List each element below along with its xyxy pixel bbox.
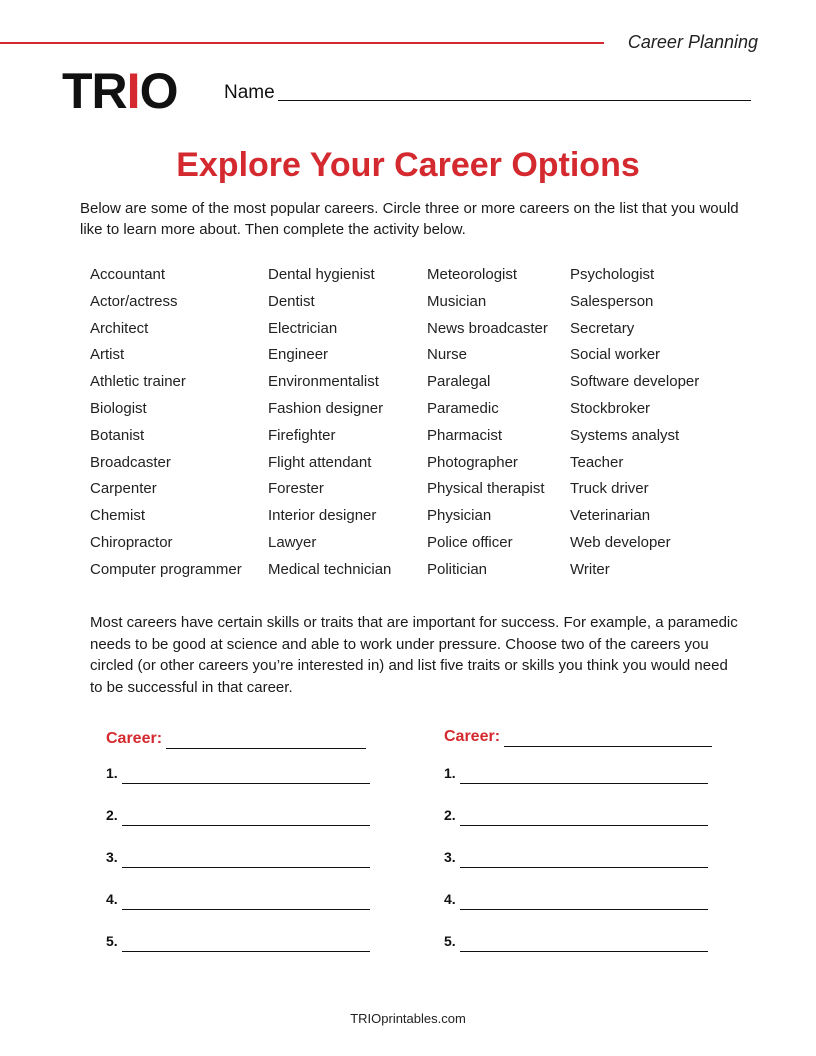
- career-label: Career:: [106, 730, 163, 747]
- career-item: Fashion designer: [268, 399, 384, 417]
- logo-part-3: O: [139, 63, 178, 119]
- trait-line-item[interactable]: [106, 807, 376, 849]
- career-input-line[interactable]: [166, 748, 366, 749]
- career-column-1: [90, 262, 242, 584]
- header-rule: [0, 42, 604, 44]
- career-item: Musician: [427, 292, 487, 310]
- intro-text: Below are some of the most popular careers. Circle three or more careers on the list that you would like to learn more about. Then complete the activity below.: [80, 200, 739, 238]
- career-item: Forester: [268, 480, 324, 498]
- career-item: Accountant: [90, 266, 166, 283]
- career-item: Systems analyst: [570, 426, 680, 444]
- career-item: Photographer: [427, 453, 518, 471]
- career-item: Environmentalist: [268, 373, 379, 391]
- trait-number: 4.: [444, 891, 456, 907]
- trait-number: 1.: [444, 765, 456, 781]
- career-item: Politician: [427, 560, 488, 578]
- career-item: Interior designer: [268, 507, 377, 525]
- category-label: Career Planning: [627, 32, 758, 52]
- career-item: Web developer: [570, 533, 671, 551]
- career-item: Psychologist: [570, 266, 655, 283]
- career-label: Career:: [444, 728, 501, 745]
- footer-url[interactable]: TRIOprintables.com: [350, 1011, 466, 1026]
- trait-line-item[interactable]: [106, 765, 376, 807]
- career-item: Athletic trainer: [90, 373, 186, 391]
- career-item: Chemist: [90, 507, 146, 525]
- career-form-right: [444, 726, 714, 949]
- career-item: Social worker: [570, 346, 661, 364]
- career-column-2: [268, 262, 391, 584]
- career-item: Electrician: [268, 319, 338, 337]
- career-item: Software developer: [570, 373, 700, 391]
- career-item: Chiropractor: [90, 533, 173, 551]
- trait-list: [444, 765, 714, 975]
- career-item: Flight attendant: [268, 453, 372, 471]
- career-item: Artist: [90, 346, 125, 364]
- trait-number: 3.: [106, 849, 118, 865]
- trait-number: 3.: [444, 849, 456, 865]
- career-item: Pharmacist: [427, 426, 503, 444]
- career-item: Dentist: [268, 292, 315, 310]
- trait-input-line[interactable]: [460, 825, 708, 826]
- career-input-line[interactable]: [504, 746, 712, 747]
- trait-line-item[interactable]: [444, 933, 714, 975]
- career-item: Salesperson: [570, 292, 654, 310]
- career-item: Actor/actress: [90, 292, 178, 310]
- trait-input-line[interactable]: [460, 909, 708, 910]
- logo-part-2: I: [126, 63, 140, 119]
- career-item: Carpenter: [90, 480, 157, 498]
- skills-instructions: Most careers have certain skills or traits that are important for success. For example, a paramedic needs to be good at science and able to work under pressure. Choose two of the careers you circled (or other careers you’re interested in) and list five traits or skills you think you would need to be successful in that career.: [90, 614, 738, 696]
- trait-line-item[interactable]: [106, 849, 376, 891]
- name-label: Name: [224, 82, 275, 103]
- trait-number: 1.: [106, 765, 118, 781]
- career-item: Firefighter: [268, 426, 336, 444]
- trait-line-item[interactable]: [444, 807, 714, 849]
- career-item: Botanist: [90, 426, 145, 444]
- career-item: Lawyer: [268, 533, 317, 551]
- career-item: Dental hygienist: [268, 266, 375, 283]
- career-item: Broadcaster: [90, 453, 171, 471]
- trait-number: 4.: [106, 891, 118, 907]
- career-item: Architect: [90, 319, 149, 337]
- career-item: Paramedic: [427, 399, 499, 417]
- career-item: Computer programmer: [90, 560, 242, 578]
- trait-list: [106, 765, 376, 975]
- career-item: Veterinarian: [570, 507, 651, 525]
- trait-input-line[interactable]: [460, 951, 708, 952]
- trait-input-line[interactable]: [460, 867, 708, 868]
- trait-line-item[interactable]: [444, 765, 714, 807]
- career-item: Nurse: [427, 346, 468, 364]
- career-item: Secretary: [570, 319, 635, 337]
- career-form-left: [106, 728, 376, 949]
- logo-part-1: TR: [62, 63, 127, 119]
- trait-input-line[interactable]: [122, 783, 370, 784]
- trait-input-line[interactable]: [460, 783, 708, 784]
- career-column-4: [570, 262, 699, 584]
- page-title: Explore Your Career Options: [176, 146, 640, 184]
- trait-line-item[interactable]: [106, 891, 376, 933]
- name-field-line[interactable]: [278, 100, 751, 101]
- career-item: Police officer: [427, 533, 513, 551]
- trait-input-line[interactable]: [122, 909, 370, 910]
- career-item: Physician: [427, 507, 492, 525]
- career-item: Physical therapist: [427, 480, 545, 498]
- career-item: News broadcaster: [427, 319, 548, 337]
- career-column-3: [427, 262, 548, 584]
- trait-number: 2.: [444, 807, 456, 823]
- career-item: Meteorologist: [427, 266, 518, 283]
- trait-number: 2.: [106, 807, 118, 823]
- trait-number: 5.: [106, 933, 118, 949]
- trait-input-line[interactable]: [122, 951, 370, 952]
- career-item: Medical technician: [268, 560, 392, 578]
- trait-line-item[interactable]: [106, 933, 376, 975]
- career-item: Writer: [570, 560, 610, 578]
- trait-input-line[interactable]: [122, 825, 370, 826]
- career-item: Paralegal: [427, 373, 491, 391]
- trait-line-item[interactable]: [444, 891, 714, 933]
- career-item: Engineer: [268, 346, 329, 364]
- trait-input-line[interactable]: [122, 867, 370, 868]
- career-item: Biologist: [90, 399, 147, 417]
- trio-logo: [62, 63, 178, 119]
- trait-line-item[interactable]: [444, 849, 714, 891]
- career-item: Stockbroker: [570, 399, 651, 417]
- career-item: Teacher: [570, 453, 624, 471]
- career-item: Truck driver: [570, 480, 649, 498]
- trait-number: 5.: [444, 933, 456, 949]
